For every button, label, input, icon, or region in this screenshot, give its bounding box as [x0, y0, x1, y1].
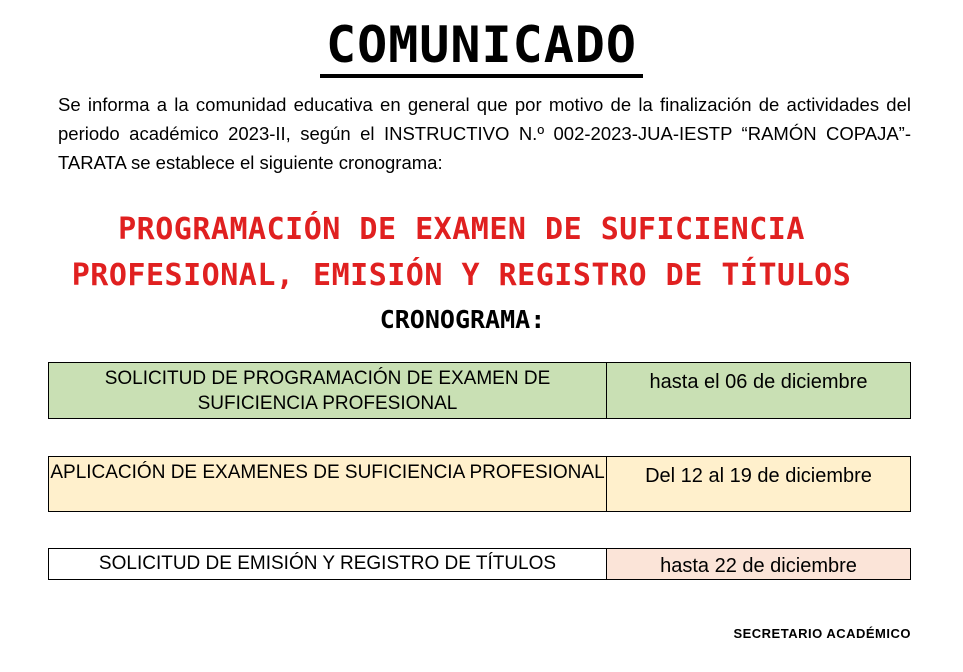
schedule-activity: SOLICITUD DE PROGRAMACIÓN DE EXAMEN DE SUFICIENCIA PROFESIONAL — [49, 363, 607, 418]
schedule-row — [48, 548, 911, 580]
schedule-activity: SOLICITUD DE EMISIÓN Y REGISTRO DE TÍTULOS — [49, 549, 607, 579]
schedule-row — [48, 456, 911, 512]
title-text: COMUNICADO — [320, 16, 643, 78]
schedule-row — [48, 362, 911, 419]
intro-paragraph: Se informa a la comunidad educativa en general que por motivo de la finalización de actividades del periodo académico 2023-II, según el INSTRUCTIVO N.º 002-2023-JUA-IESTP “RAMÓN COPAJA”-TARATA se establece el siguiente cronograma: — [58, 94, 911, 173]
schedule-date: hasta el 06 de diciembre — [649, 371, 868, 393]
heading-line-2: PROFESIONAL, EMISIÓN Y REGISTRO DE TÍTULOS — [71, 258, 852, 293]
signature: SECRETARIO ACADÉMICO — [733, 626, 911, 641]
schedule-date: hasta 22 de diciembre — [607, 549, 910, 579]
schedule-activity: APLICACIÓN DE EXAMENES DE SUFICIENCIA PROFESIONAL — [49, 457, 607, 511]
page-title — [0, 14, 963, 76]
schedule-date: Del 12 al 19 de diciembre — [645, 465, 872, 487]
schedule-heading: CRONOGRAMA: — [379, 305, 546, 334]
heading-line-1: PROGRAMACIÓN DE EXAMEN DE SUFICIENCIA — [118, 212, 805, 247]
